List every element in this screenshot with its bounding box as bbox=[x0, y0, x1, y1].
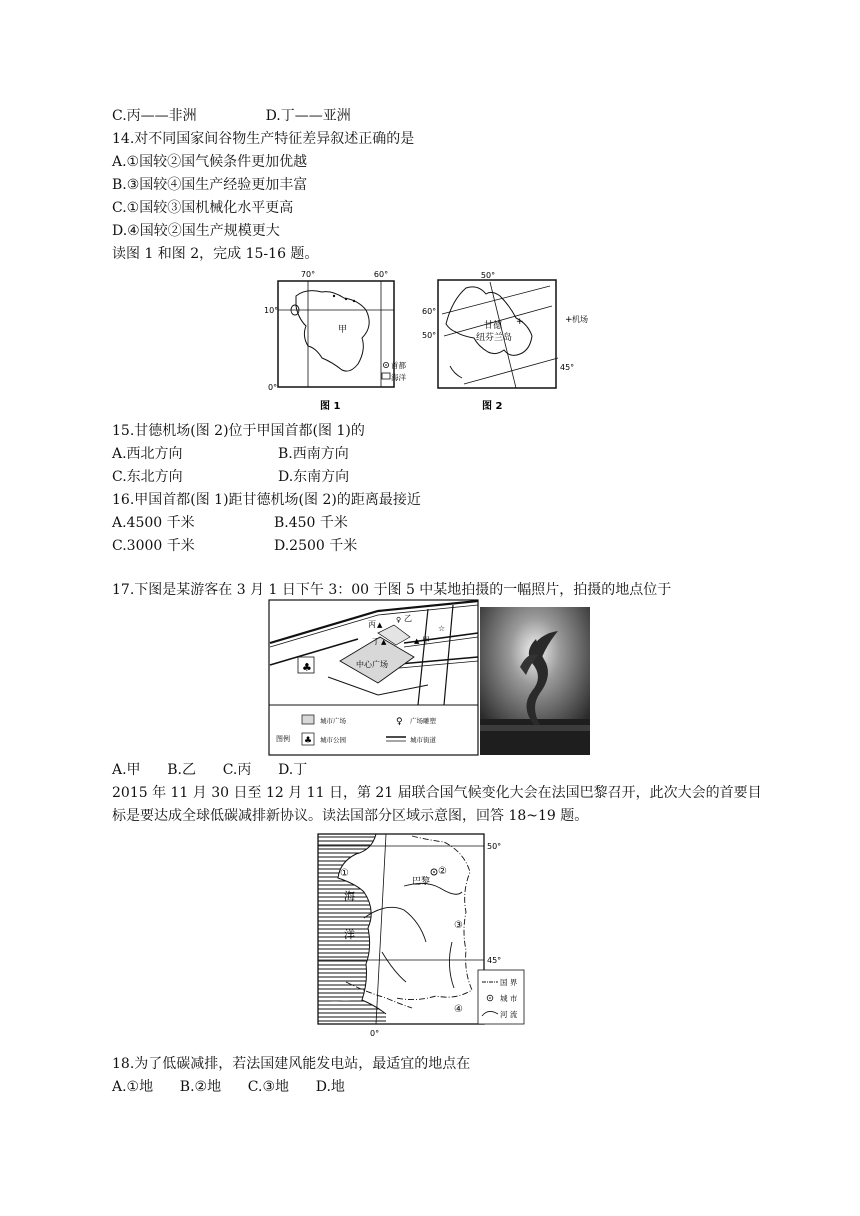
fig5-legend-plaza: 城市广场 bbox=[320, 717, 346, 725]
fig2-lon50: 50° bbox=[480, 271, 496, 280]
q16-option-c: C.3000 千米 bbox=[112, 538, 195, 554]
france-mark-4: ④ bbox=[454, 1004, 463, 1015]
q15-option-a: A.西北方向 bbox=[112, 446, 183, 462]
figure-1-map bbox=[262, 266, 422, 416]
france-lon0: 0° bbox=[370, 1029, 380, 1038]
france-map bbox=[316, 832, 526, 1042]
q15-stem: 15.甘德机场(图 2)位于甲国首都(图 1)的 bbox=[112, 423, 365, 439]
fig2-lat45: 45° bbox=[560, 363, 575, 372]
fig2-lat50: 50° bbox=[422, 331, 437, 340]
svg-text:+: + bbox=[516, 317, 524, 327]
q16-option-a: A.4500 千米 bbox=[112, 515, 195, 531]
fig1-lon70: 70° bbox=[300, 270, 316, 279]
svg-text:▲: ▲ bbox=[381, 638, 387, 646]
fig5-plaza-label: 中心广场 bbox=[356, 660, 388, 669]
france-ocean-2: 洋 bbox=[344, 928, 355, 941]
intro-15-16: 读图 1 和图 2，完成 15-16 题。 bbox=[112, 246, 319, 262]
fig1-legend-capital: 首都 bbox=[391, 361, 406, 370]
q15-row2 bbox=[112, 467, 349, 487]
para-18-line1: 2015 年 11 月 30 日至 12 月 11 日，第 21 届联合国气候变化大会在法国巴黎召开，此次大会的首要目 bbox=[112, 785, 762, 801]
svg-text:♀: ♀ bbox=[396, 717, 403, 727]
france-mark-3: ③ bbox=[454, 920, 463, 931]
france-legend-city: 城 市 bbox=[500, 994, 518, 1003]
q15-option-d: D.东南方向 bbox=[278, 469, 350, 485]
svg-text:▲: ▲ bbox=[414, 637, 420, 645]
figure-5-city-map bbox=[268, 599, 480, 757]
q14-option-a: A.①国较②国气候条件更加优越 bbox=[112, 154, 308, 170]
fig2-caption: 图 2 bbox=[482, 401, 503, 412]
para-18-line2: 标是要达成全球低碳减排新协议。读法国部分区域示意图，回答 18~19 题。 bbox=[112, 808, 589, 824]
q14-stem: 14.对不同国家间谷物生产特征差异叙述正确的是 bbox=[112, 131, 415, 147]
q17-stem: 17.下图是某游客在 3 月 1 日下午 3：00 于图 5 中某地拍摄的一幅照片，拍摄的地点位于 bbox=[112, 582, 672, 598]
sculpture-icon: ♀ bbox=[396, 616, 402, 624]
q18-stem: 18.为了低碳减排，若法国建风能发电站，最适宜的地点在 bbox=[112, 1056, 471, 1072]
q16-row2 bbox=[112, 536, 357, 556]
fig1-country: 甲 bbox=[338, 325, 348, 335]
q15-option-b: B.西南方向 bbox=[278, 446, 349, 462]
sculpture-photo bbox=[480, 607, 590, 755]
fig1-lon60: 60° bbox=[373, 270, 389, 279]
fig5-yi: 乙 bbox=[404, 614, 412, 623]
france-mark-2: ② bbox=[438, 866, 447, 877]
fig5-jia: 甲 bbox=[422, 636, 430, 645]
q16-row1 bbox=[112, 513, 348, 533]
q13-option-c: C.丙——非洲 bbox=[112, 108, 197, 124]
q13-options bbox=[112, 106, 351, 126]
fig1-lat10: 10° bbox=[264, 306, 279, 315]
fig5-ding: 丁 bbox=[372, 637, 380, 646]
fig5-legend-street: 城市街道 bbox=[410, 736, 436, 744]
fig1-lat0: 0° bbox=[268, 383, 278, 392]
q16-option-d: D.2500 千米 bbox=[274, 538, 358, 554]
france-paris: 巴黎 bbox=[412, 877, 431, 887]
france-mark-1: ① bbox=[340, 868, 349, 879]
q14-option-b: B.③国较④国生产经验更加丰富 bbox=[112, 177, 308, 193]
fig2-label-gander: 甘德 bbox=[484, 321, 503, 331]
q13-option-d: D.丁——亚洲 bbox=[265, 108, 351, 124]
fig5-legend-sculpture: 广场雕塑 bbox=[410, 717, 436, 725]
q14-option-c: C.①国较③国机械化水平更高 bbox=[112, 200, 294, 216]
fig2-lat60: 60° bbox=[422, 307, 437, 316]
figure-2-map bbox=[420, 266, 610, 416]
france-lat50: 50° bbox=[487, 842, 502, 851]
q15-option-c: C.东北方向 bbox=[112, 469, 183, 485]
fig2-label-newfoundland: 纽芬兰岛 bbox=[476, 333, 513, 343]
france-ocean-1: 海 bbox=[344, 890, 355, 903]
fig5-legend-title: 图例 bbox=[276, 735, 290, 743]
north-star-icon: ☆ bbox=[438, 624, 446, 633]
q16-option-b: B.450 千米 bbox=[274, 515, 348, 531]
q18-options: A.①地 B.②地 C.③地 D.地 bbox=[112, 1079, 345, 1095]
fig5-bing: 丙 bbox=[368, 620, 376, 629]
fig5-legend-park: 城市公园 bbox=[320, 736, 346, 744]
park-icon: ♣ bbox=[302, 661, 312, 674]
fig1-caption: 图 1 bbox=[320, 401, 341, 412]
q14-option-d: D.④国较②国生产规模更大 bbox=[112, 223, 280, 239]
france-legend-river: 河 流 bbox=[500, 1010, 518, 1019]
france-lat45: 45° bbox=[487, 956, 502, 965]
svg-text:♣: ♣ bbox=[304, 736, 313, 746]
airport-icon: + bbox=[565, 315, 573, 325]
fig1-legend-ocean: 海洋 bbox=[391, 373, 406, 382]
fig2-airport: 机场 bbox=[572, 315, 588, 324]
q15-row1 bbox=[112, 444, 349, 464]
ocean-symbol-icon bbox=[382, 373, 390, 379]
svg-text:▲: ▲ bbox=[377, 621, 383, 629]
q16-stem: 16.甲国首都(图 1)距甘德机场(图 2)的距离最接近 bbox=[112, 492, 421, 508]
q17-options: A.甲 B.乙 C.丙 D.丁 bbox=[112, 762, 308, 778]
france-legend-border: 国 界 bbox=[500, 978, 518, 987]
